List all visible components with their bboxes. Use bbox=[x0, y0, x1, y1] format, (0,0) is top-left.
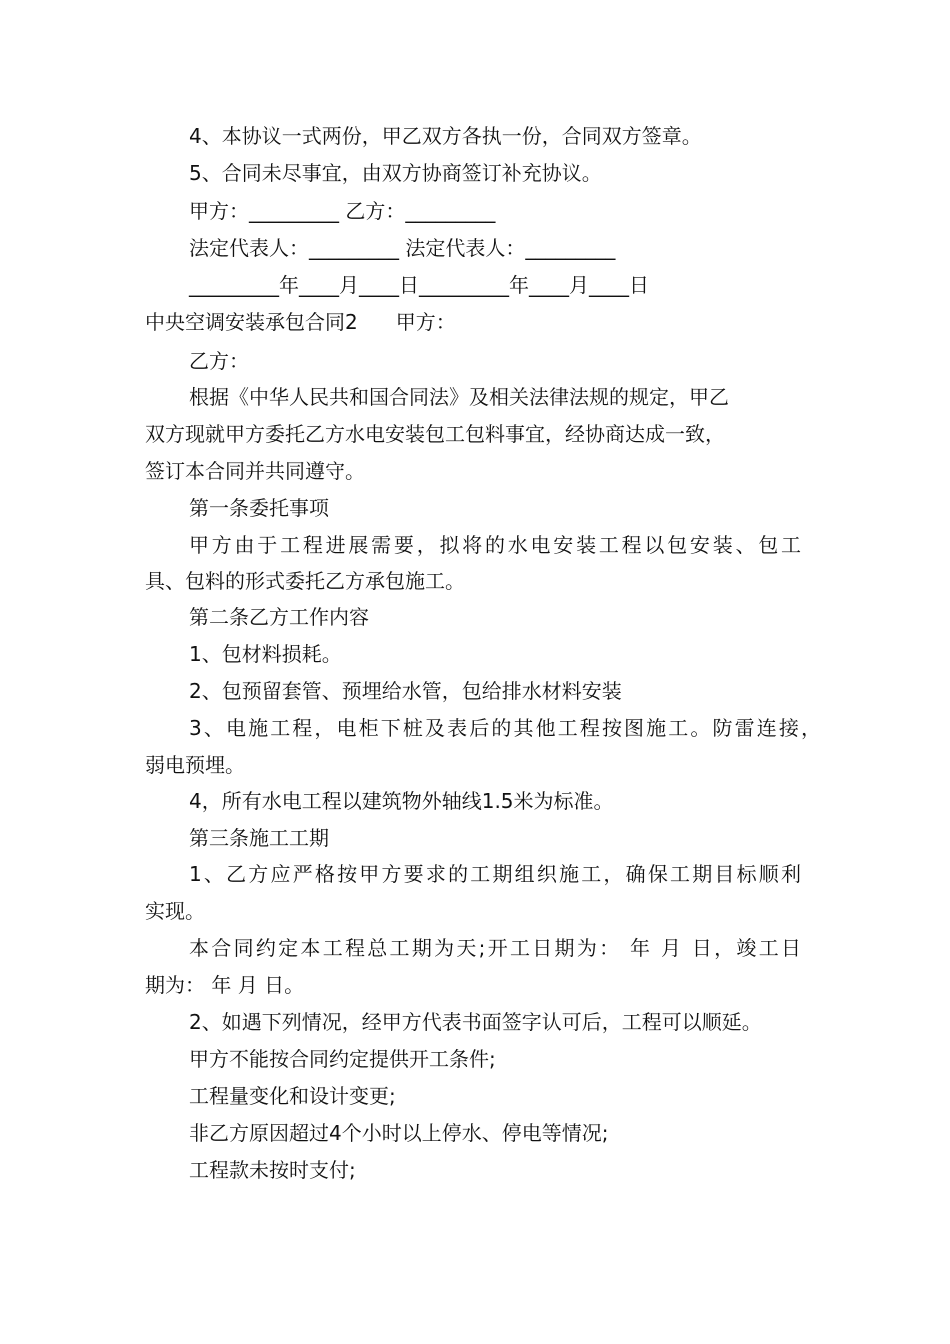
contract-title-text: 中央空调安装承包合同2 bbox=[145, 310, 358, 334]
article-2-item-3-line-1: 3、电施工程，电柜下桩及表后的其他工程按图施工。防雷连接， bbox=[189, 716, 821, 740]
preamble-line-3: 签订本合同并共同遵守。 bbox=[145, 459, 365, 483]
delay-condition-1: 甲方不能按合同约定提供开工条件; bbox=[189, 1047, 496, 1071]
schedule-line-2: 期为： 年 月 日。 bbox=[145, 973, 305, 997]
contract-title bbox=[145, 304, 825, 340]
paragraph-line: 5、合同未尽事宜，由双方协商签订补充协议。 bbox=[189, 161, 602, 185]
article-2-item-1: 1、包材料损耗。 bbox=[189, 642, 342, 666]
article-1-line-2: 具、包料的形式委托乙方承包施工。 bbox=[145, 569, 465, 593]
article-2-item-4: 4，所有水电工程以建筑物外轴线1.5米为标准。 bbox=[189, 789, 614, 813]
article-2-item-3-line-2: 弱电预埋。 bbox=[145, 753, 245, 777]
article-3-item-1-line-2: 实现。 bbox=[145, 899, 205, 923]
paragraph-line: 4、本协议一式两份，甲乙双方各执一份，合同双方签章。 bbox=[189, 124, 702, 148]
date-line: _________年____月____日_________年____月____日 bbox=[189, 273, 649, 297]
article-3-item-2: 2、如遇下列情况，经甲方代表书面签字认可后，工程可以顺延。 bbox=[189, 1010, 762, 1034]
legal-representative-line: 法定代表人：_________ 法定代表人：_________ bbox=[189, 236, 616, 260]
delay-condition-2: 工程量变化和设计变更; bbox=[189, 1084, 396, 1108]
delay-condition-3: 非乙方原因超过4个小时以上停水、停电等情况; bbox=[189, 1121, 609, 1145]
party-a-label: 甲方： bbox=[395, 310, 456, 334]
preamble-line-1: 根据《中华人民共和国合同法》及相关法律法规的规定，甲乙 bbox=[189, 385, 729, 409]
schedule-line-1: 本合同约定本工程总工期为天;开工日期为： 年 月 日，竣工日 bbox=[189, 936, 801, 960]
article-2-heading: 第二条乙方工作内容 bbox=[189, 605, 369, 629]
article-3-heading: 第三条施工工期 bbox=[189, 826, 329, 850]
party-b-label: 乙方： bbox=[189, 349, 249, 373]
signature-parties-line: 甲方：_________ 乙方：_________ bbox=[189, 199, 496, 223]
preamble-line-2: 双方现就甲方委托乙方水电安装包工包料事宜，经协商达成一致， bbox=[145, 422, 725, 446]
article-2-item-2: 2、包预留套管、预埋给水管，包给排水材料安装 bbox=[189, 679, 622, 703]
article-1-heading: 第一条委托事项 bbox=[189, 496, 329, 520]
delay-condition-4: 工程款未按时支付; bbox=[189, 1158, 356, 1182]
article-1-line-1: 甲方由于工程进展需要，拟将的水电安装工程以包安装、包工 bbox=[189, 533, 801, 557]
article-3-item-1-line-1: 1、乙方应严格按甲方要求的工期组织施工，确保工期目标顺利 bbox=[189, 862, 801, 886]
